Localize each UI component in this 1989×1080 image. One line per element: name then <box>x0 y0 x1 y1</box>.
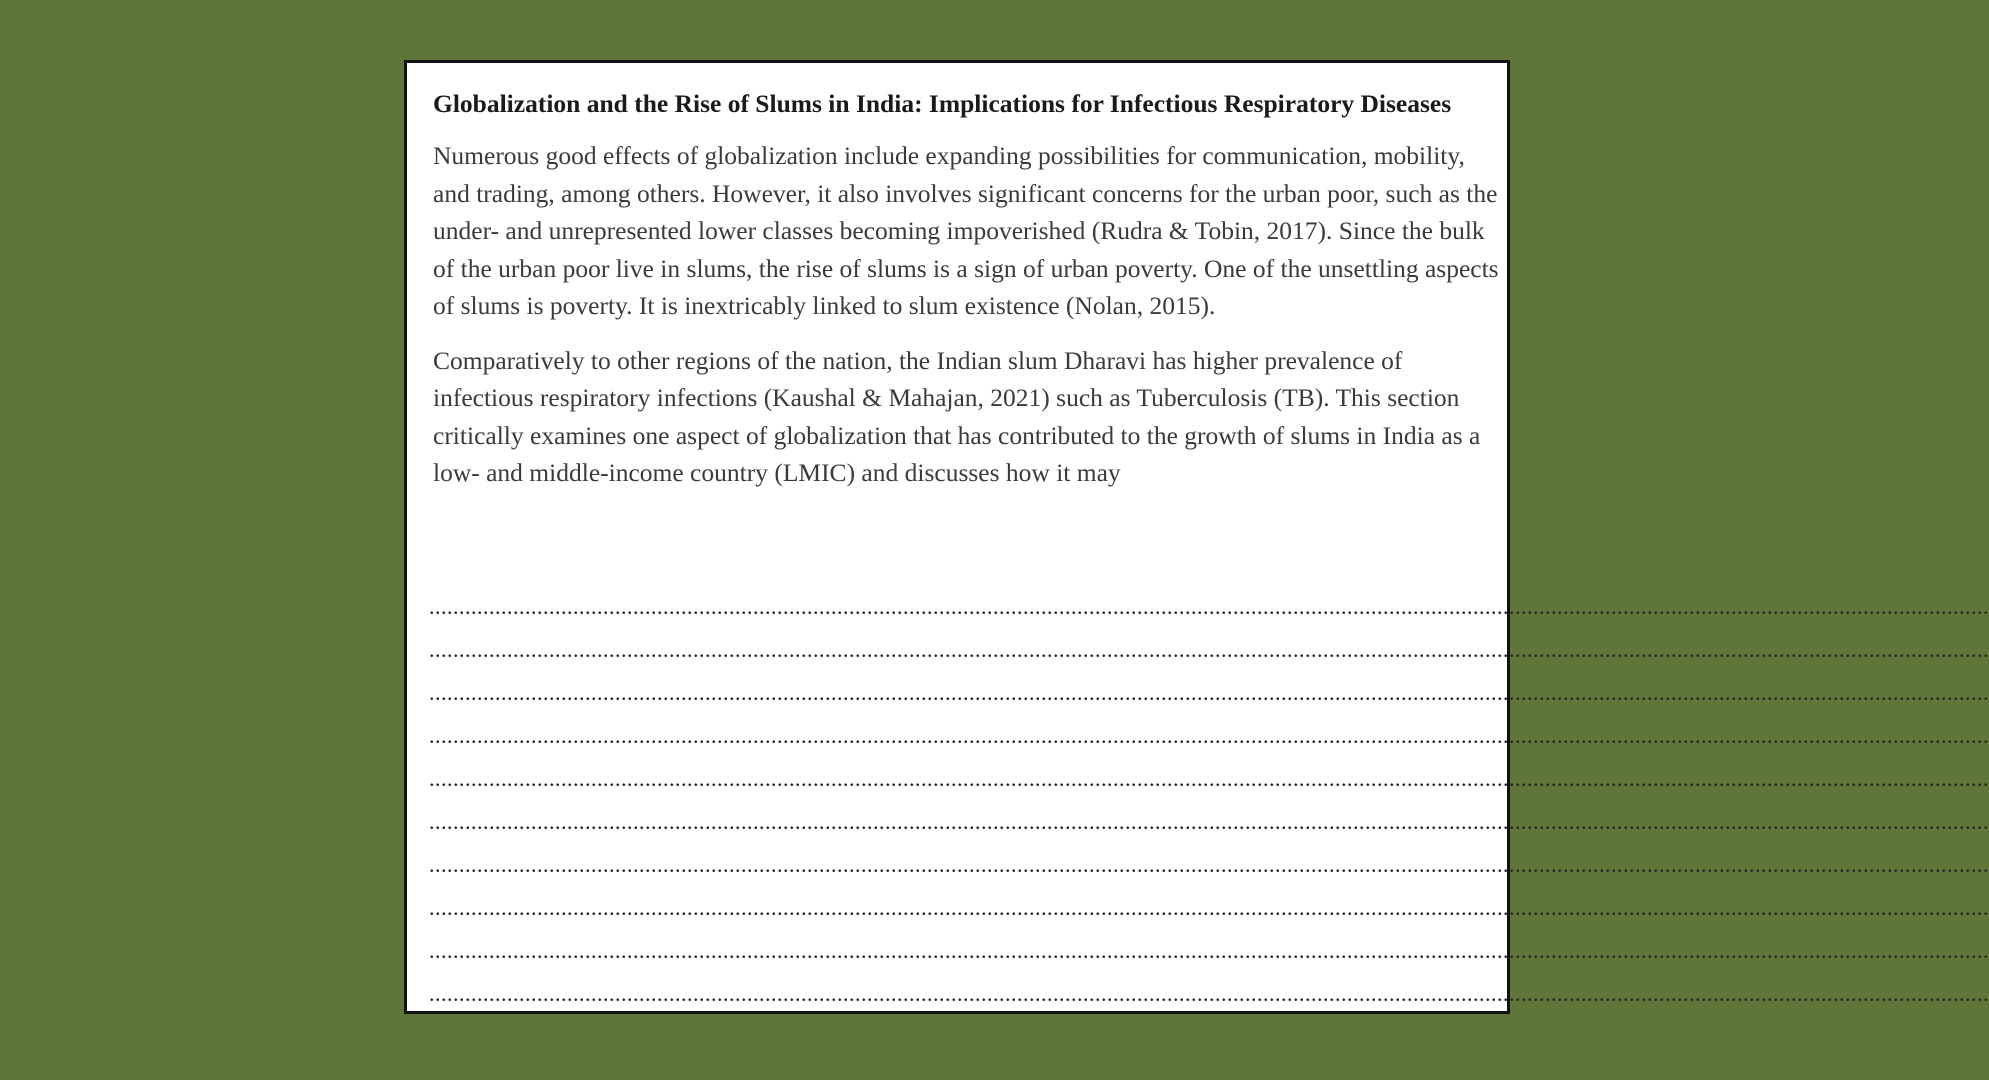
document-card <box>404 60 1989 1014</box>
dotted-line: .................................................................................................................................................................................................................................................................... <box>429 594 1989 619</box>
dotted-line: .................................................................................................................................................................................................................................................................... <box>429 637 1989 662</box>
paragraph-1: Numerous good effects of globalization include expanding possibilities for communication, mobility, and trading, among others. However, it also involves significant concerns for the urban poor, such as the under- and unrepresented lower classes becoming impoverished (Rudra & Tobin, 2017). Since the bulk of the urban poor live in slums, the rise of slums is a sign of urban poverty. One of the unsettling aspects of slums is poverty. It is inextricably linked to slum existence (Nolan, 2015). <box>433 141 1499 320</box>
dotted-line: .................................................................................................................................................................................................................................................................... <box>429 938 1989 963</box>
document-title: Globalization and the Rise of Slums in India: Implications for Infectious Respiratory Diseases <box>433 89 1452 118</box>
paragraph-2: Comparatively to other regions of the nation, the Indian slum Dharavi has higher prevalence of infectious respiratory infections (Kaushal & Mahajan, 2021) such as Tuberculosis (TB). This section critically examines one aspect of globalization that has contributed to the growth of slums in India as a low- and middle-income country (LMIC) and discusses how it may <box>433 345 1481 487</box>
dotted-line: .................................................................................................................................................................................................................................................................... <box>429 852 1989 877</box>
document-content <box>433 85 1505 509</box>
dotted-line: .................................................................................................................................................................................................................................................................... <box>429 680 1989 705</box>
dotted-line: .................................................................................................................................................................................................................................................................... <box>429 981 1989 1006</box>
dotted-line: .................................................................................................................................................................................................................................................................... <box>429 895 1989 920</box>
redacted-dotted-lines <box>429 585 1989 1015</box>
dotted-line: .................................................................................................................................................................................................................................................................... <box>429 809 1989 834</box>
dotted-line: .................................................................................................................................................................................................................................................................... <box>429 723 1989 748</box>
dotted-line: .................................................................................................................................................................................................................................................................... <box>429 766 1989 791</box>
